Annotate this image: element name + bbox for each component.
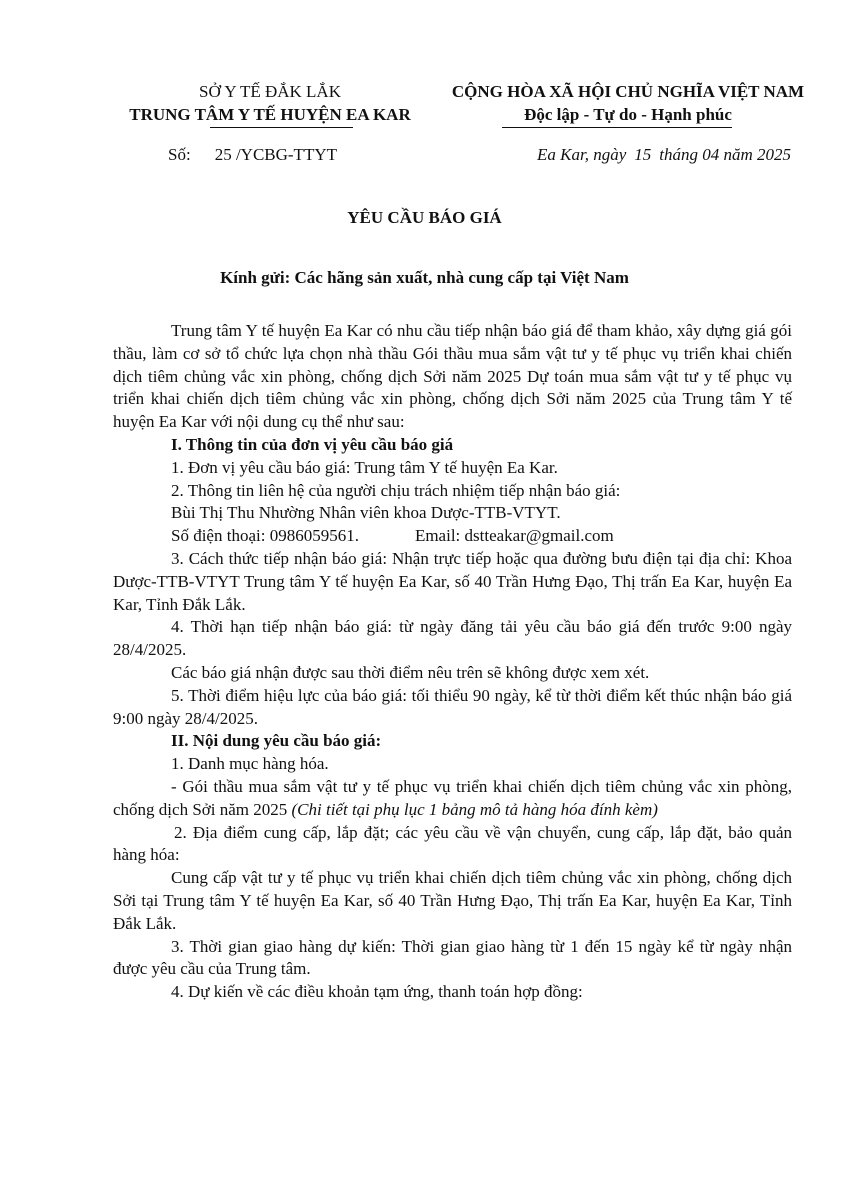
issuer-parent: SỞ Y TẾ ĐẮK LẮK — [199, 82, 341, 101]
issuer-name: TRUNG TÂM Y TẾ HUYỆN EA KAR — [129, 105, 411, 124]
section-1-title: I. Thông tin của đơn vị yêu cầu báo giá — [171, 434, 454, 454]
intro-paragraph: Trung tâm Y tế huyện Ea Kar có nhu cầu tiếp nhận báo giá để tham khảo, xây dựng giá gói thầu, làm cơ sở tổ chức lựa chọn nhà thầu Gói thầu mua sắm vật tư y tế phục vụ triển khai chiến dịch tiêm chủng vắc xin phòng, chống dịch Sởi năm 2025 Dự toán mua sắm vật tư y tế phục vụ triển khai chiến dịch tiêm chủng vắc xin phòng, chống dịch Sởi năm 2025 của Trung tâm Y tế huyện Ea Kar với nội dung cụ thể như sau: — [113, 321, 792, 432]
item-1-4-note: Các báo giá nhận được sau thời điểm nêu trên sẽ không được xem xét. — [171, 662, 650, 682]
item-1-2: 2. Thông tin liên hệ của người chịu trách nhiệm tiếp nhận báo giá: — [171, 480, 621, 500]
so-label: Số: — [168, 145, 191, 164]
document-number — [168, 145, 337, 165]
item-1-4: 4. Thời hạn tiếp nhận báo giá: từ ngày đăng tải yêu cầu báo giá đến trước 9:00 ngày 28/4/2025. — [113, 617, 792, 660]
national-header — [448, 80, 808, 126]
contact-line — [113, 525, 792, 548]
national-motto: Độc lập - Tự do - Hạnh phúc — [524, 105, 732, 124]
item-2-1: 1. Danh mục hàng hóa. — [171, 754, 329, 774]
date-prefix: Ea Kar, ngày — [537, 145, 627, 164]
issuer-underline — [210, 127, 353, 128]
item-2-2: 2. Địa điểm cung cấp, lắp đặt; các yêu cầu về vận chuyển, cung cấp, lắp đặt, bảo quản hàng hóa: — [113, 822, 792, 865]
item-2-1-text: - Gói thầu mua sắm vật tư y tế phục vụ triển khai chiến dịch tiêm chủng vắc xin phòng, chống dịch Sởi năm 2025 — [113, 776, 792, 819]
item-2-4: 4. Dự kiến về các điều khoản tạm ứng, thanh toán hợp đồng: — [171, 982, 583, 1002]
item-1-1: 1. Đơn vị yêu cầu báo giá: Trung tâm Y tế huyện Ea Kar. — [171, 457, 558, 477]
item-2-1-detail — [113, 776, 792, 822]
motto-underline — [502, 127, 732, 128]
date-day: 15 — [634, 145, 652, 164]
contact-phone: Số điện thoại: 0986059561. — [171, 526, 359, 546]
document-body — [113, 320, 792, 1004]
issuer-header — [100, 80, 440, 126]
so-suffix: /YCBG-TTYT — [235, 145, 337, 164]
date-rest: tháng 04 năm 2025 — [659, 145, 791, 164]
item-1-3: 3. Cách thức tiếp nhận báo giá: Nhận trực tiếp hoặc qua đường bưu điện tại địa chỉ: Khoa Dược-TTB-VTYT Trung tâm Y tế huyện Ea Kar, số 40 Trần Hưng Đạo, Thị trấn Ea Kar, huyện Ea Kar, Tỉnh Đắk Lắk. — [113, 548, 792, 614]
document-date — [537, 145, 791, 165]
recipient-line: Kính gửi: Các hãng sản xuất, nhà cung cấp tại Việt Nam — [220, 268, 629, 287]
item-2-3: 3. Thời gian giao hàng dự kiến: Thời gian giao hàng từ 1 đến 15 ngày kể từ ngày nhận được yêu cầu của Trung tâm. — [113, 936, 792, 979]
contact-email: Email: dstteakar@gmail.com — [414, 526, 614, 546]
contact-name: Bùi Thị Thu Nhường Nhân viên khoa Dược-TTB-VTYT. — [171, 503, 561, 523]
item-1-5: 5. Thời điểm hiệu lực của báo giá: tối thiểu 90 ngày, kể từ thời điểm kết thúc nhận báo giá 9:00 ngày 28/4/2025. — [113, 685, 792, 728]
item-2-2-detail: Cung cấp vật tư y tế phục vụ triển khai chiến dịch tiêm chủng vắc xin phòng, chống dịch Sởi tại Trung tâm Y tế huyện Ea Kar, số 40 Trần Hưng Đạo, Thị trấn Ea Kar, huyện Ea Kar, Tỉnh Đắk Lắk. — [113, 868, 792, 933]
section-2-title: II. Nội dung yêu cầu báo giá: — [171, 731, 382, 751]
item-2-1-note: (Chi tiết tại phụ lục 1 bảng mô tả hàng hóa đính kèm) — [291, 799, 658, 819]
national-title: CỘNG HÒA XÃ HỘI CHỦ NGHĨA VIỆT NAM — [451, 82, 805, 101]
document-title: YÊU CẦU BÁO GIÁ — [347, 208, 502, 227]
so-number: 25 — [214, 145, 232, 164]
